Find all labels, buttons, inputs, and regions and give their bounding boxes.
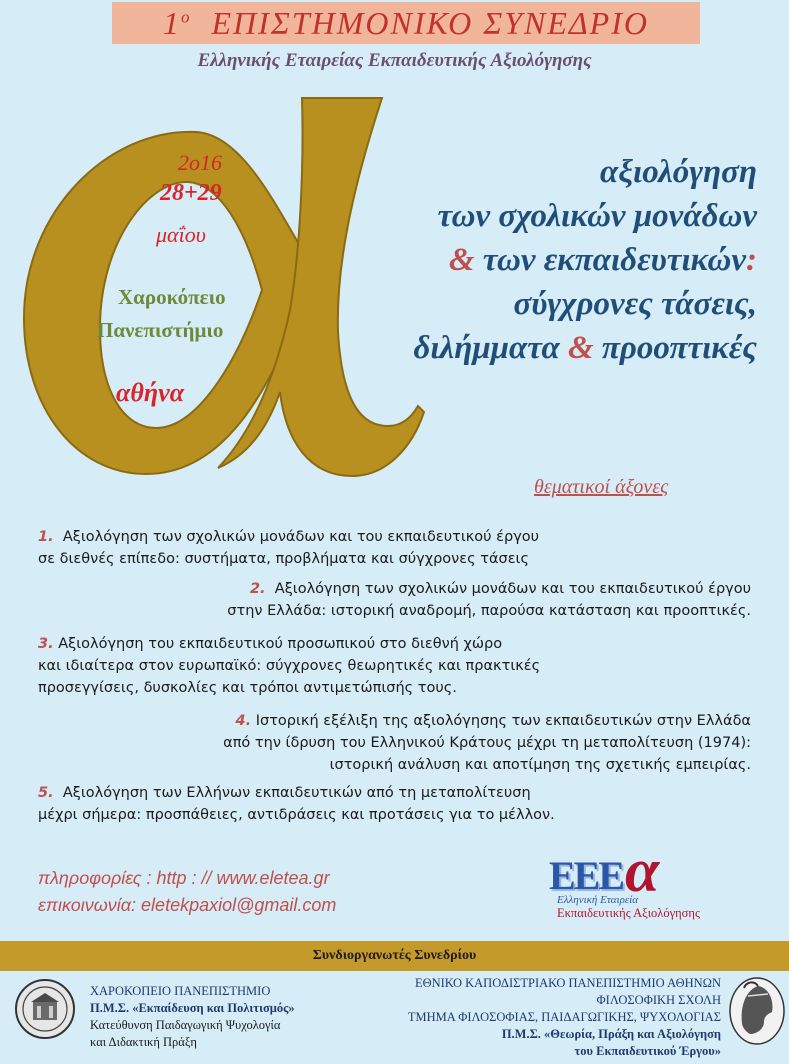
conference-subtitle: Ελληνικής Εταιρείας Εκπαιδευτικής Αξιολόγησης bbox=[197, 50, 592, 71]
logo-line1: Ελληνική Εταιρεία bbox=[557, 894, 639, 906]
theme-item-3: 3. Αξιολόγηση του εκπαιδευτικού προσωπικού στο διεθνή χώρο και ιδιαίτερα στον ευρωπαϊκό: σύγχρονες θεωρητικές και πρακτικές προσεγγίσεις, δυσκολίες και τρόποι αντιμετώπισής τους. bbox=[38, 636, 541, 696]
venue-line2: Πανεπιστήμιο bbox=[97, 318, 224, 342]
headline-line2: των σχολικών μονάδων bbox=[437, 198, 757, 234]
info-link[interactable]: πληροφορίες : http : // www.eletea.gr bbox=[38, 868, 330, 888]
themes-title: θεματικοί άξονες bbox=[534, 476, 669, 498]
organizer-left: ΧΑΡΟΚΟΠΕΙΟ ΠΑΝΕΠΙΣΤΗΜΙΟ Π.Μ.Σ. «Εκπαίδευση και Πολιτισμός» Κατεύθυνση Παιδαγωγική Ψυχολογία και Διδακτική Πράξη bbox=[90, 984, 295, 1049]
logo-line2: Εκπαιδευτικής Αξιολόγησης bbox=[557, 906, 700, 920]
organizers-band bbox=[0, 941, 789, 971]
conference-title: $1^o$ ΕΠΙΣΤΗΜΟΝΙΚΟ ΣΥΝΕΔΡΙΟ bbox=[163, 4, 649, 41]
theme-item-2: 2. Αξιολόγηση των σχολικών μονάδων και του εκπαιδευτικού έργου στην Ελλάδα: ιστορική αναδρομή, παρούσα κατάσταση και προοπτικές. bbox=[227, 581, 751, 619]
headline-line5: διλήμματα & προοπτικές bbox=[413, 330, 757, 366]
eeea-logo bbox=[549, 837, 700, 924]
theme-item-4: 4. Ιστορική εξέλιξη της αξιολόγησης των εκπαιδευτικών στην Ελλάδα από την ίδρυση του Ελληνικού Κράτους μέχρι τη μεταπολίτευση (1974): ιστορική ανάλυση και αποτίμηση της σχετικής εμπειρίας. bbox=[223, 713, 751, 773]
title-banner bbox=[112, 2, 700, 44]
contact-email[interactable]: επικοινωνία: eletekpaxiol@gmail.com bbox=[38, 895, 337, 915]
theme-item-5: 5. Αξιολόγηση των Ελλήνων εκπαιδευτικών από τη μεταπολίτευση μέχρι σήμερα: προσπάθειες, αντιδράσεις και προτάσεις για το μέλλον. bbox=[38, 785, 555, 823]
conference-headline bbox=[413, 150, 757, 370]
organizer-right: ΕΘΝΙΚΟ ΚΑΠΟΔΙΣΤΡΙΑΚΟ ΠΑΝΕΠΙΣΤΗΜΙΟ ΑΘΗΝΩΝ ΦΙΛΟΣΟΦΙΚΗ ΣΧΟΛΗ ΤΜΗΜΑ ΦΙΛΟΣΟΦΙΑΣ, ΠΑΙΔΑΓΩΓΙΚΗΣ, ΨΥΧΟΛΟΓΙΑΣ Π.Μ.Σ. «Θεωρία, Πράξη και Αξιολόγηση του Εκπαιδευτικού Έργου» bbox=[407, 976, 721, 1058]
headline-line1: αξιολόγηση bbox=[599, 154, 757, 190]
event-month: μαΐου bbox=[156, 222, 206, 247]
logo-letters: ΕΕΕ bbox=[549, 853, 624, 898]
event-year: 2o16 bbox=[178, 150, 222, 175]
event-city: αθήνα bbox=[116, 378, 185, 407]
headline-line3: & των εκπαιδευτικών: bbox=[448, 242, 757, 278]
venue-line1: Χαροκόπειο bbox=[118, 285, 226, 309]
logo-alpha: α bbox=[625, 837, 660, 905]
theme-item-1: 1. Αξιολόγηση των σχολικών μονάδων και του εκπαιδευτικού έργου σε διεθνές επίπεδο: συστήματα, προβλήματα και σύγχρονες τάσεις bbox=[38, 529, 540, 567]
athens-university-seal-icon bbox=[728, 976, 786, 1046]
event-days: 28+29 bbox=[160, 180, 222, 206]
headline-line4: σύγχρονες τάσεις, bbox=[513, 286, 757, 322]
harokopio-seal-icon bbox=[14, 978, 76, 1040]
organizers-title: Συνδιοργανωτές Συνεδρίου bbox=[312, 948, 477, 963]
